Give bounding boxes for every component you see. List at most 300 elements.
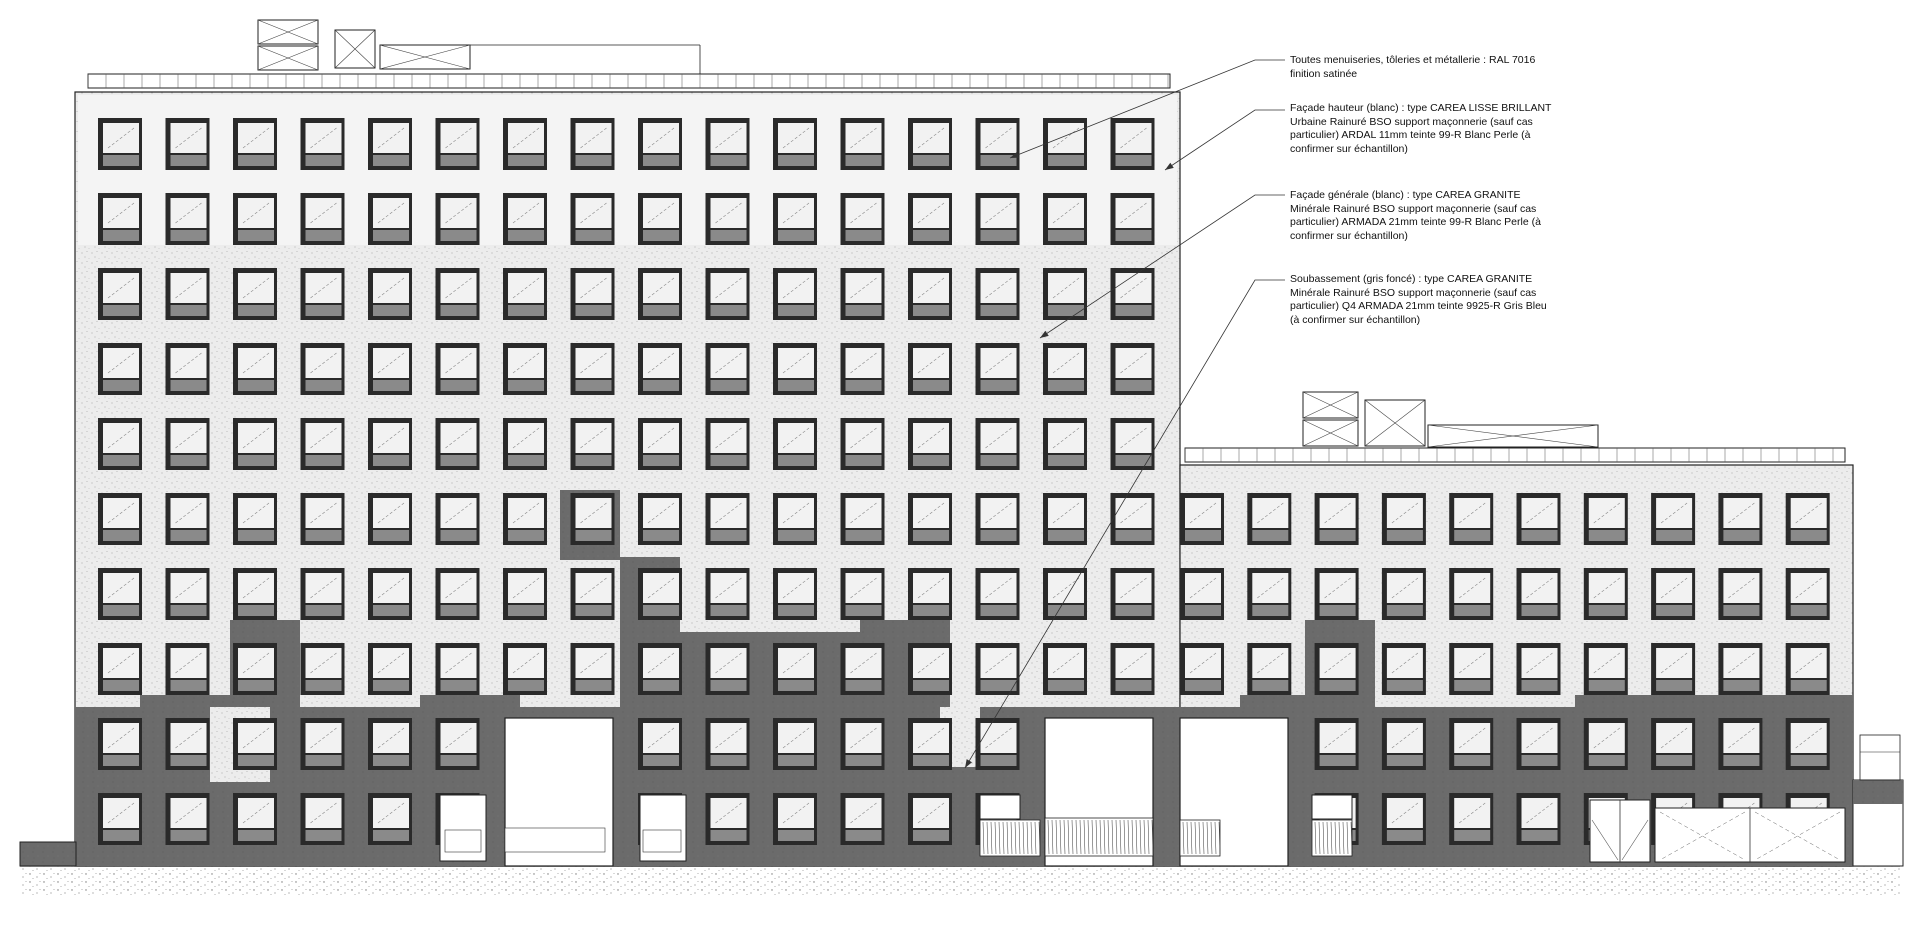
window-22	[436, 193, 480, 245]
window-sill-panel	[238, 230, 274, 241]
window-sill-panel	[306, 830, 342, 841]
window-sill-panel	[1387, 605, 1423, 616]
window-sill-panel	[711, 380, 747, 391]
leader-line-2	[1165, 110, 1285, 170]
window-sill-panel	[846, 680, 882, 691]
window-sill-panel	[441, 680, 477, 691]
window-sill-panel	[846, 455, 882, 466]
window-sill-panel	[643, 380, 679, 391]
window-63	[1043, 343, 1087, 395]
window-sill-panel	[846, 380, 882, 391]
window-130	[166, 718, 210, 770]
window-6	[436, 118, 480, 170]
window-138	[841, 718, 885, 770]
window-sill-panel	[711, 755, 747, 766]
window-118	[436, 643, 480, 695]
window-71	[503, 418, 547, 470]
entrance-door-3	[980, 795, 1020, 819]
window-104	[571, 568, 615, 620]
window-sill-panel	[441, 155, 477, 166]
window-24	[571, 193, 615, 245]
window-sill-panel	[846, 305, 882, 316]
window-sill-panel	[103, 830, 139, 841]
window-sill-panel	[643, 305, 679, 316]
window-28	[841, 193, 885, 245]
annotation-line: Minérale Rainuré BSO support maçonnerie (sauf cas	[1290, 286, 1537, 299]
low-roof-railing-rail	[1185, 448, 1845, 462]
window-sill-panel	[1185, 530, 1221, 541]
window-151	[908, 793, 952, 845]
window-33	[98, 268, 142, 320]
window-sill-panel	[711, 155, 747, 166]
window-105	[638, 568, 682, 620]
window-44	[841, 268, 885, 320]
window-sill-panel	[171, 230, 207, 241]
window-83	[233, 493, 277, 545]
window-3	[233, 118, 277, 170]
window-sill-panel	[441, 455, 477, 466]
window-121	[638, 643, 682, 695]
window-142	[166, 793, 210, 845]
window-sill-panel	[711, 455, 747, 466]
window-106	[706, 568, 750, 620]
window-sill-panel	[1723, 680, 1759, 691]
window-194	[1517, 793, 1561, 845]
window-58	[706, 343, 750, 395]
window-sill-panel	[1320, 755, 1356, 766]
rooftop-unit-2	[258, 46, 318, 70]
window-31	[1043, 193, 1087, 245]
window-74	[706, 418, 750, 470]
window-149	[773, 793, 817, 845]
window-sill-panel	[508, 155, 544, 166]
window-162	[1786, 493, 1830, 545]
window-sill-panel	[913, 305, 949, 316]
window-66	[166, 418, 210, 470]
window-172	[1786, 568, 1830, 620]
window-18	[166, 193, 210, 245]
window-65	[98, 418, 142, 470]
window-13	[908, 118, 952, 170]
window-sill-panel	[171, 755, 207, 766]
window-85	[368, 493, 412, 545]
window-sill-panel	[508, 230, 544, 241]
window-27	[773, 193, 817, 245]
window-sill-panel	[306, 530, 342, 541]
window-52	[301, 343, 345, 395]
window-sill-panel	[373, 680, 409, 691]
window-61	[908, 343, 952, 395]
window-57	[638, 343, 682, 395]
annotation-facade-generale	[1290, 189, 1541, 243]
window-189	[1718, 718, 1762, 770]
window-132	[301, 718, 345, 770]
window-97	[98, 568, 142, 620]
window-sill-panel	[643, 680, 679, 691]
window-168	[1517, 568, 1561, 620]
window-68	[301, 418, 345, 470]
window-sill-panel	[913, 605, 949, 616]
window-91	[773, 493, 817, 545]
window-7	[503, 118, 547, 170]
window-sill-panel	[846, 530, 882, 541]
window-144	[301, 793, 345, 845]
window-sill-panel	[171, 605, 207, 616]
low-rooftop-duct-2	[1428, 425, 1598, 447]
tall-roof-railing	[88, 74, 1170, 88]
window-sill-panel	[981, 380, 1017, 391]
window-sill-panel	[1116, 530, 1152, 541]
window-70	[436, 418, 480, 470]
window-30	[976, 193, 1020, 245]
window-sill-panel	[103, 680, 139, 691]
window-sill-panel	[238, 530, 274, 541]
window-sill-panel	[1116, 155, 1152, 166]
window-161	[1718, 493, 1762, 545]
window-103	[503, 568, 547, 620]
window-sill-panel	[171, 530, 207, 541]
window-167	[1449, 568, 1493, 620]
window-10	[706, 118, 750, 170]
window-sill-panel	[373, 380, 409, 391]
window-145	[368, 793, 412, 845]
window-sill-panel	[981, 605, 1017, 616]
window-sill-panel	[306, 305, 342, 316]
window-sill-panel	[576, 155, 612, 166]
window-41	[638, 268, 682, 320]
annotation-menuiseries	[1290, 54, 1535, 81]
ground-strip	[20, 866, 1900, 896]
door-2-bench	[643, 830, 681, 852]
window-165	[1315, 568, 1359, 620]
window-sill-panel	[238, 755, 274, 766]
window-sill-panel	[778, 380, 814, 391]
window-sill-panel	[103, 155, 139, 166]
window-176	[1382, 643, 1426, 695]
window-sill-panel	[1387, 530, 1423, 541]
window-114	[166, 643, 210, 695]
window-148	[706, 793, 750, 845]
window-sill-panel	[846, 155, 882, 166]
window-sill-panel	[846, 755, 882, 766]
window-sill-panel	[306, 680, 342, 691]
window-35	[233, 268, 277, 320]
window-sill-panel	[711, 230, 747, 241]
window-sill-panel	[1252, 530, 1288, 541]
window-sill-panel	[778, 680, 814, 691]
window-sill-panel	[508, 605, 544, 616]
window-sill-panel	[711, 305, 747, 316]
window-62	[976, 343, 1020, 395]
window-17	[98, 193, 142, 245]
window-155	[1315, 493, 1359, 545]
window-sill-panel	[373, 455, 409, 466]
window-sill-panel	[373, 530, 409, 541]
window-sill-panel	[171, 455, 207, 466]
window-sill-panel	[576, 455, 612, 466]
right-annex	[1853, 735, 1903, 866]
window-sill-panel	[508, 455, 544, 466]
window-135	[638, 718, 682, 770]
window-133	[368, 718, 412, 770]
window-sill-panel	[1791, 680, 1827, 691]
window-193	[1449, 793, 1493, 845]
window-34	[166, 268, 210, 320]
window-sill-panel	[643, 755, 679, 766]
window-sill-panel	[373, 155, 409, 166]
window-72	[571, 418, 615, 470]
window-110	[976, 568, 1020, 620]
window-sill-panel	[1522, 680, 1558, 691]
window-sill-panel	[981, 305, 1017, 316]
window-116	[301, 643, 345, 695]
window-sill-panel	[778, 605, 814, 616]
window-sill-panel	[981, 530, 1017, 541]
window-112	[1111, 568, 1155, 620]
window-sill-panel	[778, 155, 814, 166]
window-sill-panel	[1048, 680, 1084, 691]
annotation-line: Toutes menuiseries, tôleries et métallerie : RAL 7016	[1290, 54, 1536, 66]
window-128	[1111, 643, 1155, 695]
window-sill-panel	[1252, 680, 1288, 691]
window-sill-panel	[643, 230, 679, 241]
window-sill-panel	[373, 605, 409, 616]
tall-roof-railing-rail	[88, 74, 1170, 88]
window-sill-panel	[1791, 530, 1827, 541]
window-sill-panel	[711, 530, 747, 541]
window-sill-panel	[508, 680, 544, 691]
rooftop-duct-1	[335, 30, 375, 68]
window-69	[368, 418, 412, 470]
window-43	[773, 268, 817, 320]
window-169	[1584, 568, 1628, 620]
window-89	[638, 493, 682, 545]
window-5	[368, 118, 412, 170]
window-sill-panel	[441, 230, 477, 241]
window-sill-panel	[306, 755, 342, 766]
ground-grille-1	[980, 820, 1040, 856]
rooftop-unit-1	[258, 20, 318, 44]
window-54	[436, 343, 480, 395]
window-164	[1247, 568, 1291, 620]
window-154	[1247, 493, 1291, 545]
window-sill-panel	[1116, 380, 1152, 391]
window-84	[301, 493, 345, 545]
window-186	[1517, 718, 1561, 770]
window-sill-panel	[913, 380, 949, 391]
window-sill-panel	[1116, 680, 1152, 691]
annotation-line: Soubassement (gris foncé) : type CAREA GRANITE	[1290, 273, 1533, 285]
window-sill-panel	[1116, 605, 1152, 616]
window-sill-panel	[238, 305, 274, 316]
window-19	[233, 193, 277, 245]
window-129	[98, 718, 142, 770]
window-sill-panel	[103, 305, 139, 316]
window-119	[503, 643, 547, 695]
window-sill-panel	[508, 380, 544, 391]
window-sill-panel	[1116, 455, 1152, 466]
window-sill-panel	[1252, 605, 1288, 616]
window-136	[706, 718, 750, 770]
window-111	[1043, 568, 1087, 620]
window-sill-panel	[576, 680, 612, 691]
annotation-line: Façade hauteur (blanc) : type CAREA LISSE BRILLANT	[1290, 102, 1552, 114]
window-sill-panel	[1723, 755, 1759, 766]
window-sill-panel	[778, 305, 814, 316]
window-sill-panel	[846, 605, 882, 616]
window-137	[773, 718, 817, 770]
soubassement-zone-4	[420, 695, 520, 707]
annotation-line: confirmer sur échantillon)	[1290, 142, 1408, 155]
window-sill-panel	[171, 305, 207, 316]
window-sill-panel	[981, 755, 1017, 766]
window-sill-panel	[306, 455, 342, 466]
window-sill-panel	[171, 830, 207, 841]
window-37	[368, 268, 412, 320]
window-sill-panel	[1589, 530, 1625, 541]
window-sill-panel	[711, 605, 747, 616]
low-rooftop-duct-1	[1365, 400, 1425, 446]
window-sill-panel	[441, 755, 477, 766]
window-sill-panel	[576, 305, 612, 316]
window-108	[841, 568, 885, 620]
window-sill-panel	[1048, 530, 1084, 541]
window-sill-panel	[238, 155, 274, 166]
window-100	[301, 568, 345, 620]
window-sill-panel	[1454, 830, 1490, 841]
window-sill-panel	[103, 755, 139, 766]
window-sill-panel	[103, 230, 139, 241]
window-48	[1111, 268, 1155, 320]
window-15	[1043, 118, 1087, 170]
window-36	[301, 268, 345, 320]
glazed-door	[1590, 800, 1650, 862]
window-179	[1584, 643, 1628, 695]
window-sill-panel	[508, 305, 544, 316]
window-181	[1718, 643, 1762, 695]
window-sill-panel	[576, 530, 612, 541]
window-sill-panel	[913, 680, 949, 691]
window-sill-panel	[1320, 530, 1356, 541]
window-sill-panel	[1454, 530, 1490, 541]
window-sill-panel	[913, 830, 949, 841]
window-88	[571, 493, 615, 545]
annotation-line: Façade générale (blanc) : type CAREA GRANITE	[1290, 189, 1521, 201]
window-sill-panel	[1791, 605, 1827, 616]
window-75	[773, 418, 817, 470]
window-12	[841, 118, 885, 170]
window-81	[98, 493, 142, 545]
window-23	[503, 193, 547, 245]
garage-doors	[1655, 808, 1845, 862]
window-sill-panel	[1185, 605, 1221, 616]
window-sill-panel	[1454, 755, 1490, 766]
window-47	[1043, 268, 1087, 320]
window-182	[1786, 643, 1830, 695]
window-sill-panel	[576, 230, 612, 241]
window-46	[976, 268, 1020, 320]
window-79	[1043, 418, 1087, 470]
window-49	[98, 343, 142, 395]
window-sill-panel	[441, 305, 477, 316]
window-174	[1247, 643, 1291, 695]
window-175	[1315, 643, 1359, 695]
window-sill-panel	[913, 155, 949, 166]
window-55	[503, 343, 547, 395]
window-166	[1382, 568, 1426, 620]
window-185	[1449, 718, 1493, 770]
window-sill-panel	[238, 455, 274, 466]
window-8	[571, 118, 615, 170]
window-184	[1382, 718, 1426, 770]
window-sill-panel	[306, 230, 342, 241]
window-190	[1786, 718, 1830, 770]
window-sill-panel	[1791, 755, 1827, 766]
window-sill-panel	[1656, 530, 1692, 541]
window-sill-panel	[103, 380, 139, 391]
window-82	[166, 493, 210, 545]
window-29	[908, 193, 952, 245]
window-124	[841, 643, 885, 695]
window-21	[368, 193, 412, 245]
window-sill-panel	[1116, 305, 1152, 316]
window-sill-panel	[1048, 605, 1084, 616]
window-4	[301, 118, 345, 170]
window-14	[976, 118, 1020, 170]
window-sill-panel	[373, 830, 409, 841]
low-roof-railing	[1185, 448, 1845, 462]
window-170	[1651, 568, 1695, 620]
window-sill-panel	[846, 830, 882, 841]
window-160	[1651, 493, 1695, 545]
window-sill-panel	[171, 155, 207, 166]
low-rooftop-unit-1	[1303, 392, 1358, 418]
window-sill-panel	[103, 455, 139, 466]
window-159	[1584, 493, 1628, 545]
window-188	[1651, 718, 1695, 770]
window-sill-panel	[778, 230, 814, 241]
window-173	[1180, 643, 1224, 695]
window-90	[706, 493, 750, 545]
window-86	[436, 493, 480, 545]
window-59	[773, 343, 817, 395]
window-sill-panel	[1320, 605, 1356, 616]
window-80	[1111, 418, 1155, 470]
window-158	[1517, 493, 1561, 545]
passage-1-bench	[505, 828, 605, 852]
window-sill-panel	[1656, 605, 1692, 616]
window-sill-panel	[846, 230, 882, 241]
annotation-line: confirmer sur échantillon)	[1290, 229, 1408, 242]
low-rooftop-unit-2	[1303, 420, 1358, 446]
window-141	[98, 793, 142, 845]
window-134	[436, 718, 480, 770]
window-77	[908, 418, 952, 470]
window-95	[1043, 493, 1087, 545]
window-sill-panel	[441, 530, 477, 541]
window-sill-panel	[643, 605, 679, 616]
window-99	[233, 568, 277, 620]
entrance-door-4	[1312, 795, 1352, 819]
window-120	[571, 643, 615, 695]
window-sill-panel	[1387, 755, 1423, 766]
window-109	[908, 568, 952, 620]
window-87	[503, 493, 547, 545]
annotation-line: Urbaine Rainuré BSO support maçonnerie (sauf cas	[1290, 115, 1533, 128]
window-101	[368, 568, 412, 620]
annotation-line: Minérale Rainuré BSO support maçonnerie (sauf cas	[1290, 202, 1537, 215]
window-60	[841, 343, 885, 395]
